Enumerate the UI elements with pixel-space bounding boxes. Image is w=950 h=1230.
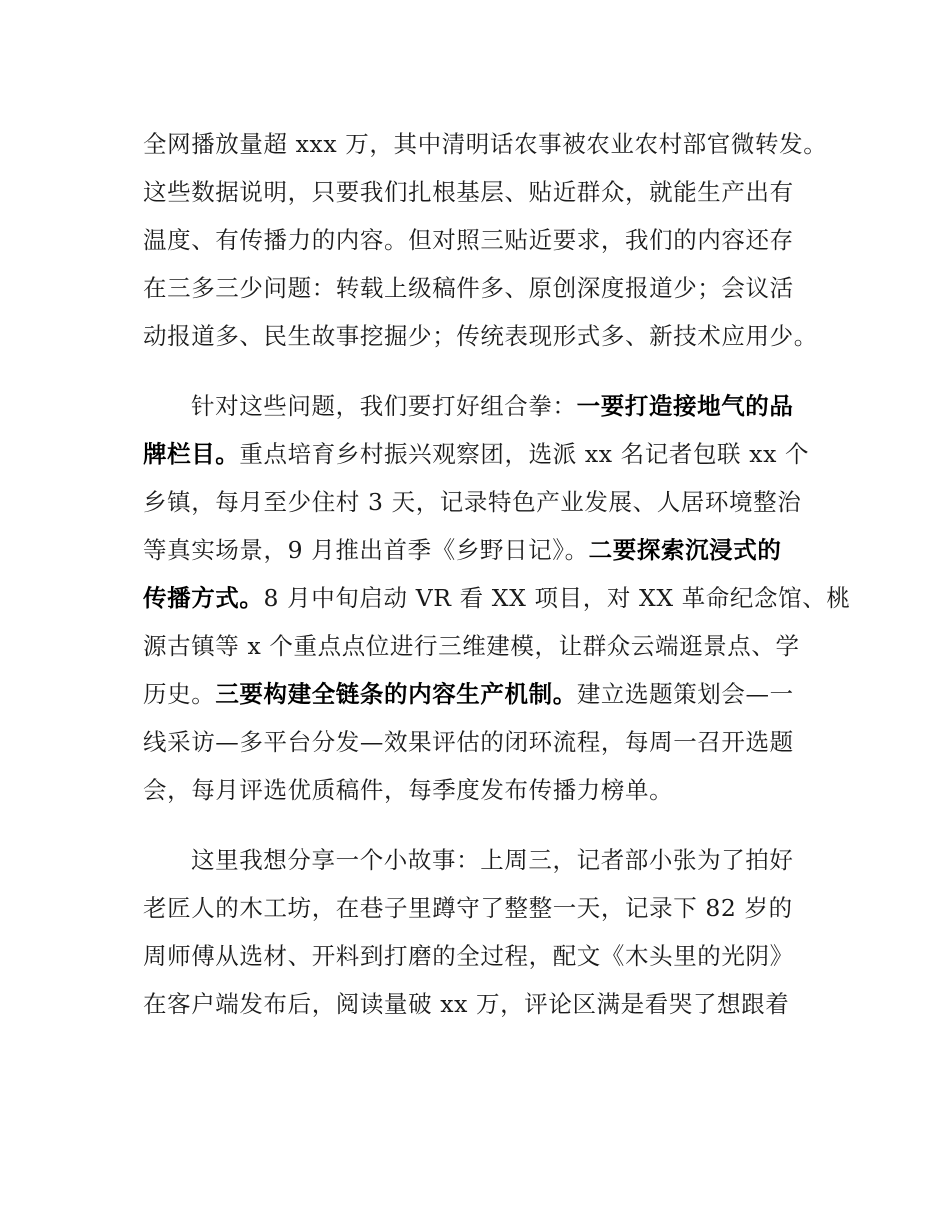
text-line: 会，每月评选优质稿件，每季度发布传播力榜单。 — [143, 776, 674, 804]
text-line: 乡镇，每月至少住村 3 天，记录特色产业发展、人居环境整治 — [143, 488, 802, 516]
bold-heading-segment: 一要打造接地气的品 — [576, 392, 794, 420]
bold-heading-segment: 牌栏目。 — [143, 440, 240, 468]
text-line: 全网播放量超 xxx 万，其中清明话农事被农业农村部官微转发。 — [143, 130, 828, 158]
text-segment: 等真实场景，9 月推出首季《乡野日记》。 — [143, 536, 589, 564]
document-body — [143, 120, 851, 1028]
bold-heading-segment: 传播方式。 — [143, 584, 264, 612]
text-segment: 历史。 — [143, 680, 216, 708]
text-line: 源古镇等 x 个重点点位进行三维建模，让群众云端逛景点、学 — [143, 632, 800, 660]
text-line — [143, 526, 823, 574]
text-line: 线采访—多平台分发—效果评估的闭环流程，每周一召开选题 — [143, 728, 794, 756]
text-line: 这些数据说明，只要我们扎根基层、贴近群众，就能生产出有 — [143, 178, 794, 206]
text-segment: 重点培育乡村振兴观察团，选派 xx 名记者包联 xx 个 — [239, 440, 810, 468]
text-line: 周师傅从选材、开料到打磨的全过程，配文《木头里的光阴》 — [143, 942, 794, 970]
paragraph-data-summary — [143, 120, 828, 360]
text-segment: 针对这些问题，我们要打好组合拳： — [191, 392, 577, 420]
text-segment: 8 月中旬启动 VR 看 XX 项目，对 XX 革命纪念馆、桃 — [263, 584, 851, 612]
text-line — [143, 574, 851, 622]
paragraph-story — [143, 836, 823, 1028]
paragraph-measures — [143, 382, 851, 814]
text-line: 这里我想分享一个小故事：上周三，记者部小张为了拍好 — [191, 846, 794, 874]
text-line — [143, 670, 823, 718]
bold-heading-segment: 三要构建全链条的内容生产机制。 — [215, 680, 577, 708]
text-line: 老匠人的木工坊，在巷子里蹲守了整整一天，记录下 82 岁的 — [143, 894, 793, 922]
text-line: 温度、有传播力的内容。但对照三贴近要求，我们的内容还存 — [143, 226, 794, 254]
text-line — [143, 430, 823, 478]
text-line: 动报道多、民生故事挖掘少；传统表现形式多、新技术应用少。 — [143, 322, 818, 350]
text-line: 在客户端发布后，阅读量破 xx 万，评论区满是看哭了想跟着 — [143, 990, 790, 1018]
text-line: 在三多三少问题：转载上级稿件多、原创深度报道少；会议活 — [143, 274, 794, 302]
text-line — [143, 382, 823, 430]
bold-heading-segment: 二要探索沉浸式的 — [588, 536, 782, 564]
text-segment: 建立选题策划会—一 — [576, 680, 794, 708]
